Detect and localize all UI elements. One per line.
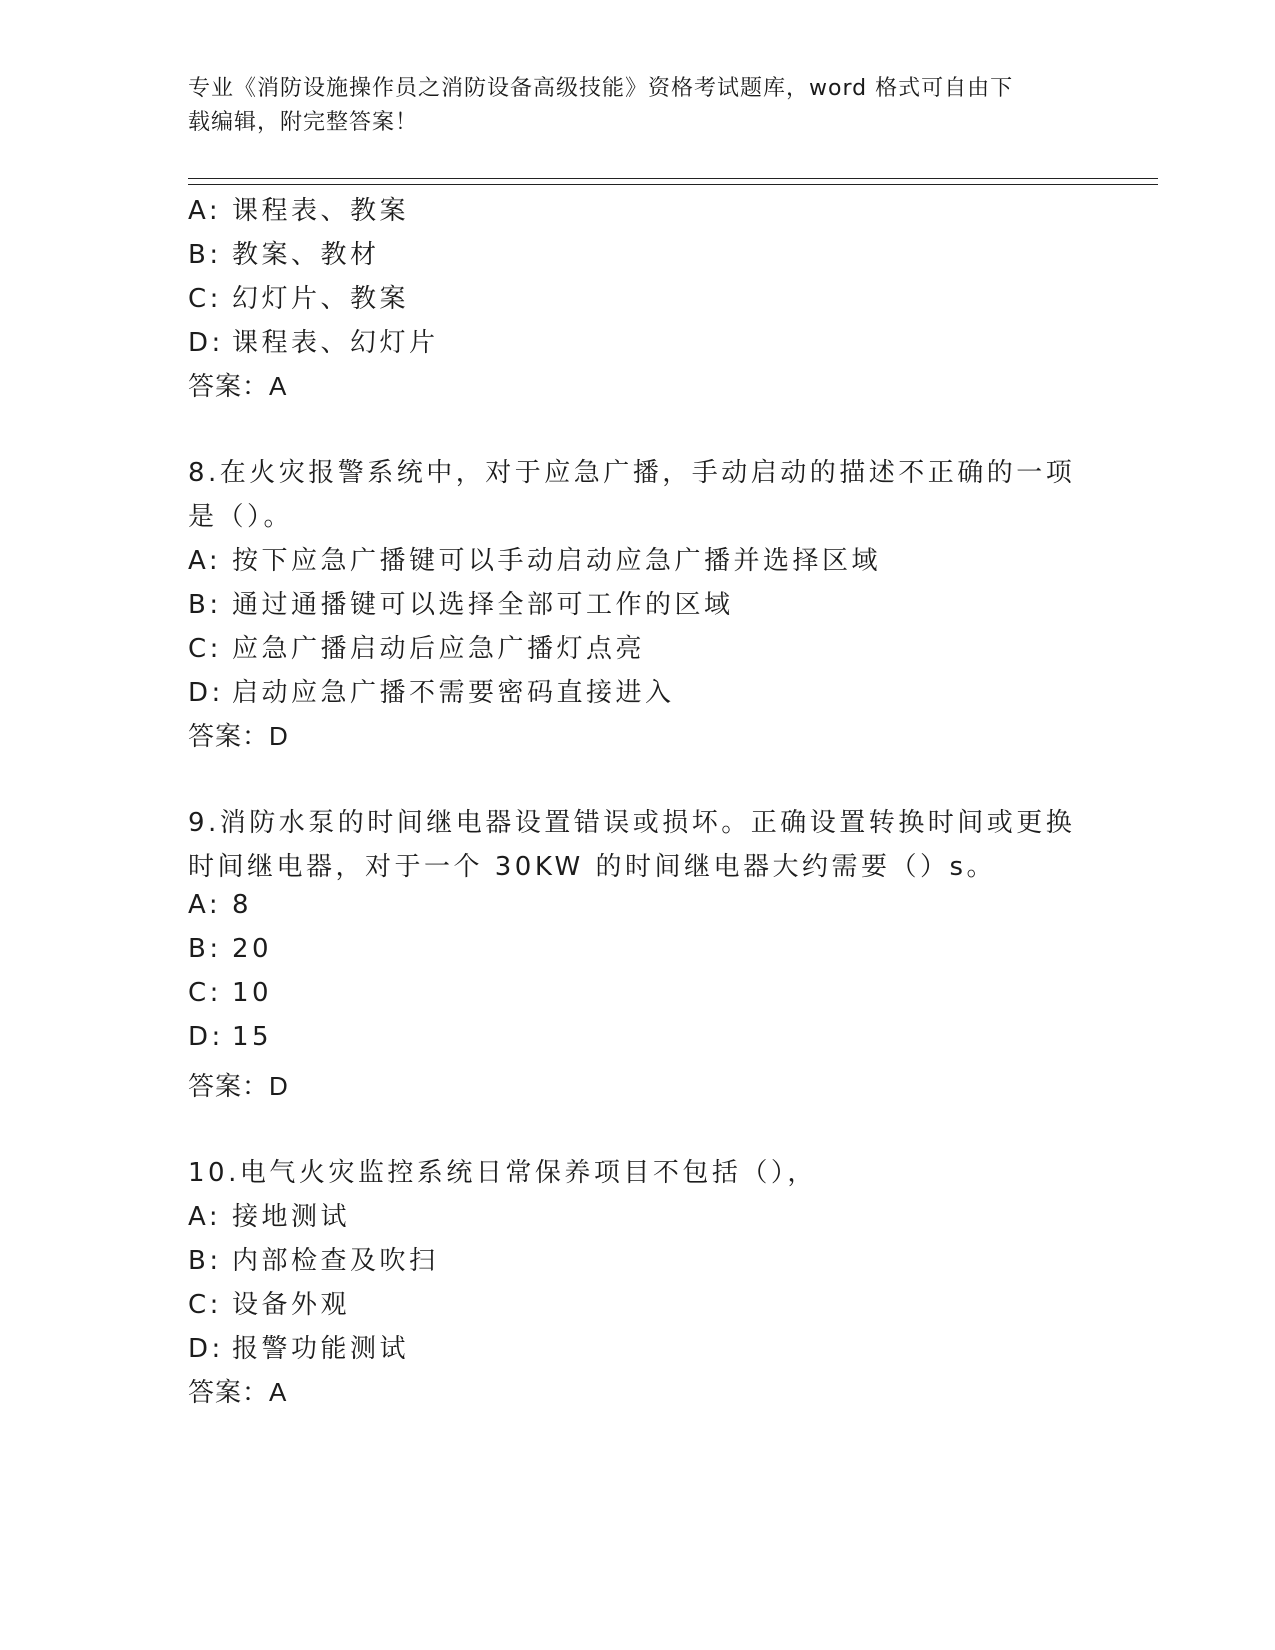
option-key: D: (188, 328, 224, 358)
q7-option-d (188, 322, 439, 359)
option-text: 10 (232, 978, 273, 1008)
q8-option-a (188, 540, 881, 577)
q8-option-c (188, 628, 645, 665)
option-text: 启动应急广播不需要密码直接进入 (232, 678, 675, 708)
q9-answer: 答案：D (188, 1071, 289, 1101)
option-key: B: (188, 590, 222, 620)
option-text: 8 (232, 890, 253, 920)
option-text: 课程表、教案 (232, 196, 410, 226)
q7-option-a (188, 190, 409, 227)
option-text: 内部检查及吹扫 (232, 1246, 439, 1276)
option-text: 接地测试 (232, 1202, 351, 1232)
option-key: D: (188, 1022, 224, 1052)
option-key: B: (188, 1246, 222, 1276)
header-divider-bottom (188, 184, 1158, 185)
header-line-2: 载编辑，附完整答案！ (188, 110, 419, 135)
q10-option-c (188, 1284, 350, 1321)
q8-option-d (188, 672, 675, 709)
header-divider-top (188, 178, 1158, 179)
q9-option-c (188, 978, 272, 1008)
q8-option-b (188, 584, 734, 621)
q7-option-c (188, 278, 409, 315)
q8-answer: 答案：D (188, 721, 289, 751)
option-text: 教案、教材 (232, 240, 380, 270)
option-text: 通过通播键可以选择全部可工作的区域 (232, 590, 734, 620)
option-text: 按下应急广播键可以手动启动应急广播并选择区域 (232, 546, 882, 576)
q7-option-b (188, 234, 380, 271)
option-text: 课程表、幻灯片 (232, 328, 439, 358)
option-key: C: (188, 284, 222, 314)
q10-option-d (188, 1328, 409, 1365)
option-key: A: (188, 1202, 222, 1232)
document-header (188, 72, 1068, 140)
option-key: A: (188, 196, 222, 226)
q9-option-a (188, 890, 252, 920)
option-key: C: (188, 1290, 222, 1320)
q9-option-d (188, 1022, 272, 1052)
q10-option-b (188, 1240, 439, 1277)
option-key: A: (188, 546, 222, 576)
option-key: C: (188, 978, 222, 1008)
option-text: 应急广播启动后应急广播灯点亮 (232, 634, 646, 664)
q9-option-b (188, 934, 272, 964)
q8-stem-line-1: 8.在火灾报警系统中，对于应急广播，手动启动的描述不正确的一项 (188, 458, 1076, 488)
q10-option-a (188, 1196, 350, 1233)
q9-stem-line-1: 9.消防水泵的时间继电器设置错误或损坏。正确设置转换时间或更换 (188, 808, 1076, 838)
q10-stem-line-1: 10.电气火灾监控系统日常保养项目不包括（）， (188, 1158, 817, 1188)
q7-answer: 答案：A (188, 371, 288, 401)
q8-stem-line-2: 是（）。 (188, 502, 294, 532)
option-key: D: (188, 1334, 224, 1364)
option-key: C: (188, 634, 222, 664)
option-text: 报警功能测试 (232, 1334, 410, 1364)
option-key: B: (188, 934, 222, 964)
option-text: 设备外观 (232, 1290, 351, 1320)
option-text: 15 (232, 1022, 273, 1052)
option-key: B: (188, 240, 222, 270)
option-key: D: (188, 678, 224, 708)
option-text: 20 (232, 934, 273, 964)
header-line-1: 专业《消防设施操作员之消防设备高级技能》资格考试题库，word 格式可自由下 (188, 76, 1014, 101)
q9-stem-line-2: 时间继电器，对于一个 30KW 的时间继电器大约需要（）s。 (188, 852, 996, 882)
option-text: 幻灯片、教案 (232, 284, 410, 314)
q10-answer: 答案：A (188, 1377, 288, 1407)
option-key: A: (188, 890, 222, 920)
